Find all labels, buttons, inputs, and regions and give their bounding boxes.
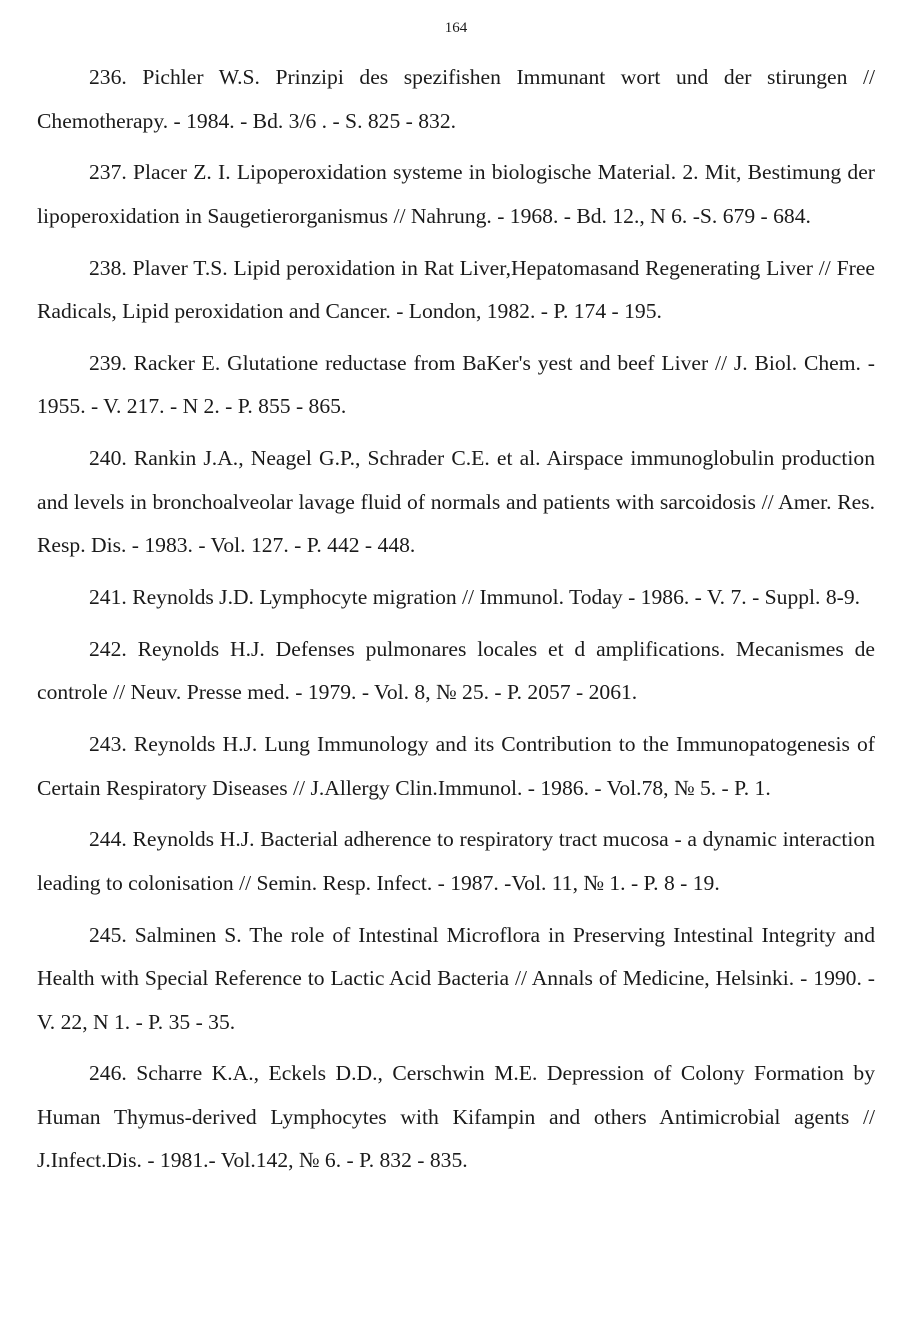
reference-item: 243. Reynolds H.J. Lung Immunology and its Contribution to the Immunopatogenesis of Certain Respiratory Diseases // J.Allergy Clin.Immunol. - 1986. - Vol.78, № 5. - P. 1.	[37, 732, 875, 800]
reference-item: 244. Reynolds H.J. Bacterial adherence to respiratory tract mucosa - a dynamic interaction leading to colonisation // Semin. Resp. Infect. - 1987. -Vol. 11, № 1. - P. 8 - 19.	[37, 827, 875, 895]
reference-item: 236. Pichler W.S. Prinzipi des spezifishen Immunant wort und der stirungen // Chemotherapy. - 1984. - Bd. 3/6 . - S. 825 - 832.	[37, 65, 875, 133]
reference-item: 246. Scharre K.A., Eckels D.D., Cerschwin M.E. Depression of Colony Formation by Human Thymus-derived Lymphocytes with Kifampin and others Antimicrobial agents // J.Infect.Dis. - 1981.- Vol.142, № 6. - P. 832 - 835.	[37, 1061, 875, 1173]
reference-item: 237. Placer Z. I. Lipoperoxidation systeme in biologische Material. 2. Mit, Bestimung der lipoperoxidation in Saugetierorganismus // Nahrung. - 1968. - Bd. 12., N 6. -S. 679 - 684.	[37, 160, 875, 228]
reference-item: 239. Racker E. Glutatione reductase from BaKer's yest and beef Liver // J. Biol. Chem. - 1955. - V. 217. - N 2. - P. 855 - 865.	[37, 350, 875, 419]
reference-item: 238. Plaver T.S. Lipid peroxidation in Rat Liver,Hepatomasand Regenerating Liver // Free Radicals, Lipid peroxidation and Cancer. - London, 1982. - P. 174 - 195.	[37, 255, 875, 324]
reference-item: 240. Rankin J.A., Neagel G.P., Schrader C.E. et al. Airspace immunoglobulin production and levels in bronchoalveolar lavage fluid of normals and patients with sarcoidosis // Amer. Res. Resp. Dis. - 1983. - Vol. 127. - P. 442 - 448.	[37, 446, 875, 558]
reference-item: 242. Reynolds H.J. Defenses pulmonares locales et d amplifications. Mecanismes de controle // Neuv. Presse med. - 1979. - Vol. 8, № 25. - P. 2057 - 2061.	[37, 636, 875, 705]
reference-list	[37, 56, 875, 1191]
page-number: 164	[444, 20, 468, 36]
reference-item: 241. Reynolds J.D. Lymphocyte migration // Immunol. Today - 1986. - V. 7. - Suppl. 8-9.	[89, 584, 861, 609]
reference-item: 245. Salminen S. The role of Intestinal Microflora in Preserving Intestinal Integrity and Health with Special Reference to Lactic Acid Bacteria // Annals of Medicine, Helsinki. - 1990. - V. 22, N 1. - P. 35 - 35.	[37, 922, 875, 1034]
